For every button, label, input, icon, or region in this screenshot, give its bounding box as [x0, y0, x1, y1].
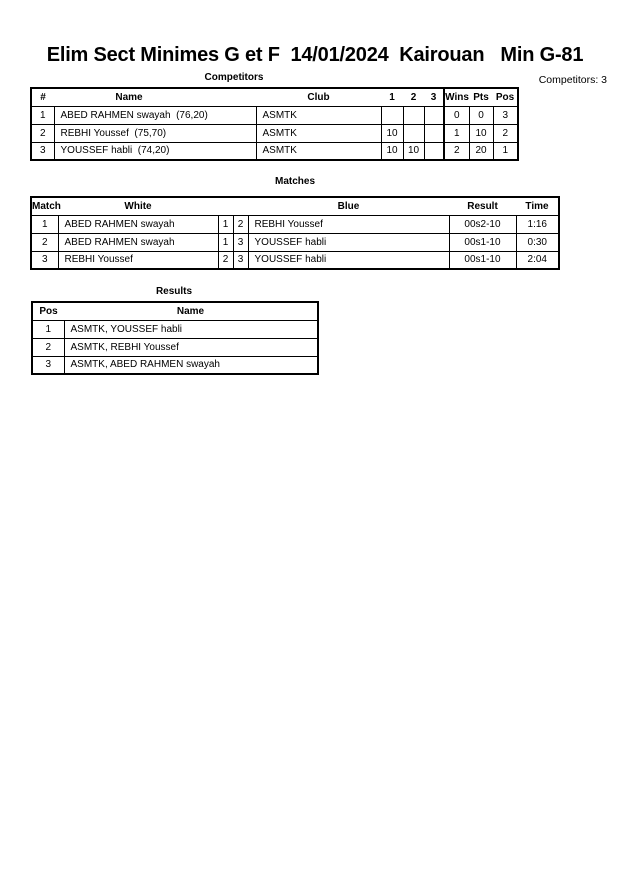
col-header-name: Name [64, 302, 318, 320]
competitor-club: ASMTK [256, 106, 381, 124]
score-round-1: 10 [381, 124, 403, 142]
blue-name: REBHI Youssef [248, 215, 449, 233]
white-name: ABED RAHMEN swayah [58, 215, 218, 233]
results-table-body [32, 320, 318, 374]
score-round-3 [424, 142, 444, 160]
col-header-round-2: 2 [403, 88, 424, 106]
competitors-table [30, 87, 519, 161]
blue-competitor-number: 3 [233, 251, 248, 269]
table-row [31, 124, 518, 142]
col-header-match: Match [31, 197, 58, 215]
result-name: ASMTK, REBHI Youssef [64, 338, 318, 356]
col-header-pts: Pts [469, 88, 493, 106]
table-row [32, 356, 318, 374]
score-round-1: 10 [381, 142, 403, 160]
col-header-time: Time [516, 197, 559, 215]
white-name: REBHI Youssef [58, 251, 218, 269]
competitor-wins: 1 [444, 124, 469, 142]
competitor-name: REBHI Youssef (75,70) [54, 124, 256, 142]
matches-table-head [31, 197, 559, 215]
match-result: 00s1-10 [449, 233, 516, 251]
white-competitor-number: 2 [218, 251, 233, 269]
competitors-table-body [31, 106, 518, 160]
col-header-club: Club [256, 88, 381, 106]
match-result: 00s2-10 [449, 215, 516, 233]
result-position: 2 [32, 338, 64, 356]
col-header-pos: Pos [493, 88, 518, 106]
score-round-2 [403, 124, 424, 142]
competitor-number: 3 [31, 142, 54, 160]
competitor-pos: 2 [493, 124, 518, 142]
score-round-3 [424, 106, 444, 124]
col-header-blue: Blue [248, 197, 449, 215]
col-header-number: # [31, 88, 54, 106]
table-row [32, 320, 318, 338]
competitors-section-label: Competitors [204, 72, 264, 83]
table-row [32, 338, 318, 356]
matches-table [30, 196, 560, 270]
match-number: 3 [31, 251, 58, 269]
col-header-name: Name [54, 88, 256, 106]
match-time: 2:04 [516, 251, 559, 269]
match-number: 1 [31, 215, 58, 233]
table-row [31, 106, 518, 124]
result-position: 1 [32, 320, 64, 338]
col-header-result: Result [449, 197, 516, 215]
col-header-pos: Pos [32, 302, 64, 320]
competitor-name: YOUSSEF habli (74,20) [54, 142, 256, 160]
competitor-pos: 3 [493, 106, 518, 124]
col-header-round-1: 1 [381, 88, 403, 106]
match-time: 0:30 [516, 233, 559, 251]
blue-name: YOUSSEF habli [248, 251, 449, 269]
competitor-pts: 0 [469, 106, 493, 124]
competitor-wins: 0 [444, 106, 469, 124]
result-name: ASMTK, ABED RAHMEN swayah [64, 356, 318, 374]
score-round-1 [381, 106, 403, 124]
blue-competitor-number: 2 [233, 215, 248, 233]
col-header-wins: Wins [444, 88, 469, 106]
table-row [31, 251, 559, 269]
white-competitor-number: 1 [218, 215, 233, 233]
matches-table-body [31, 215, 559, 269]
match-number: 2 [31, 233, 58, 251]
matches-header-row [31, 197, 559, 215]
score-round-2 [403, 106, 424, 124]
score-round-2: 10 [403, 142, 424, 160]
competitor-club: ASMTK [256, 142, 381, 160]
competitor-club: ASMTK [256, 124, 381, 142]
matches-section-label: Matches [274, 176, 315, 187]
competitor-wins: 2 [444, 142, 469, 160]
table-row [31, 215, 559, 233]
competitors-header-row [31, 88, 518, 106]
competitors-table-head [31, 88, 518, 106]
white-competitor-number: 1 [218, 233, 233, 251]
col-header-blue-num-spacer [233, 197, 248, 215]
competitor-pts: 20 [469, 142, 493, 160]
results-table [31, 301, 319, 375]
competitors-count: Competitors: 3 [538, 74, 607, 86]
result-name: ASMTK, YOUSSEF habli [64, 320, 318, 338]
competitor-number: 2 [31, 124, 54, 142]
col-header-white-num-spacer [218, 197, 233, 215]
results-section-label: Results [155, 286, 193, 297]
match-time: 1:16 [516, 215, 559, 233]
table-row [31, 142, 518, 160]
results-table-head [32, 302, 318, 320]
result-position: 3 [32, 356, 64, 374]
white-name: ABED RAHMEN swayah [58, 233, 218, 251]
competitor-number: 1 [31, 106, 54, 124]
competitor-name: ABED RAHMEN swayah (76,20) [54, 106, 256, 124]
blue-name: YOUSSEF habli [248, 233, 449, 251]
competitor-pts: 10 [469, 124, 493, 142]
col-header-round-3: 3 [424, 88, 444, 106]
blue-competitor-number: 3 [233, 233, 248, 251]
table-row [31, 233, 559, 251]
score-round-3 [424, 124, 444, 142]
tournament-title: Elim Sect Minimes G et F 14/01/2024 Kairouan Min G-81 [46, 44, 584, 66]
results-header-row [32, 302, 318, 320]
match-result: 00s1-10 [449, 251, 516, 269]
competitor-pos: 1 [493, 142, 518, 160]
col-header-white: White [58, 197, 218, 215]
